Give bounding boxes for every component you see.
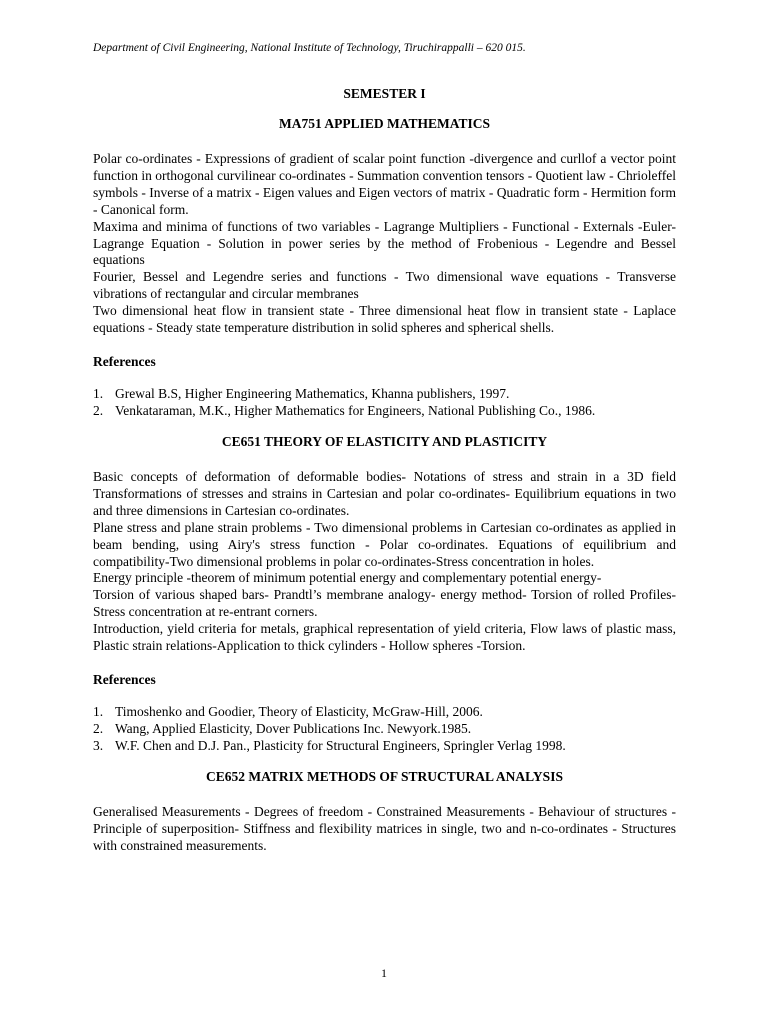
syllabus-paragraph: Maxima and minima of functions of two variables - Lagrange Multipliers - Functional - Externals -Euler-Lagrange Equation - Solution in power series by the method of Frobenious - Legendre and Bessel equations	[93, 218, 676, 268]
page-content	[93, 86, 676, 855]
references-heading: References	[93, 353, 156, 369]
syllabus-paragraph: Introduction, yield criteria for metals, graphical representation of yield criteria, Flow laws of plastic mass, Plastic strain relations-Application to thick cylinders - Hollow spheres -Torsion.	[93, 621, 676, 654]
syllabus-paragraph: Energy principle -theorem of minimum potential energy and complementary potential energy-	[93, 570, 602, 586]
reference-text: W.F. Chen and D.J. Pan., Plasticity for Structural Engineers, Springler Verlag 1998.	[115, 737, 566, 753]
reference-item	[93, 402, 676, 419]
syllabus-paragraph: Basic concepts of deformation of deformable bodies- Notations of stress and strain in a 3D field Transformations of stresses and strains in Cartesian and polar co-ordinates- Equilibrium equations in two and three dimensions in Cartesian co-ordinates.	[93, 468, 676, 518]
references-heading: References	[93, 671, 156, 687]
syllabus-paragraph: Fourier, Bessel and Legendre series and functions - Two dimensional wave equations - Transverse vibrations of rectangular and circular membranes	[93, 269, 676, 302]
semester-heading: SEMESTER I	[343, 86, 426, 101]
reference-number: 3.	[93, 737, 104, 753]
reference-number: 2.	[93, 402, 104, 418]
reference-item	[93, 703, 676, 720]
page-header: Department of Civil Engineering, National Institute of Technology, Tiruchirappalli – 620 015.	[93, 42, 526, 54]
course-ce652	[93, 769, 676, 855]
course-title: MA751 APPLIED MATHEMATICS	[278, 116, 490, 131]
reference-number: 1.	[93, 385, 104, 401]
reference-text: Timoshenko and Goodier, Theory of Elasticity, McGraw-Hill, 2006.	[115, 703, 483, 719]
reference-item	[93, 720, 676, 737]
page-number: 1	[381, 966, 387, 980]
reference-text: Venkataraman, M.K., Higher Mathematics for Engineers, National Publishing Co., 1986.	[115, 402, 596, 418]
syllabus-paragraph: Polar co-ordinates - Expressions of gradient of scalar point function -divergence and curllof a vector point function in orthogonal curvilinear co-ordinates - Summation convention tensors - Quotient law - Chrioleffel symbols - Inverse of a matrix - Eigen values and Eigen vectors of matrix - Quadratic form - Hermition form - Canonical form.	[93, 151, 676, 217]
reference-number: 2.	[93, 720, 104, 736]
course-ma751	[93, 116, 676, 419]
course-ce651	[93, 434, 676, 754]
reference-text: Grewal B.S, Higher Engineering Mathematics, Khanna publishers, 1997.	[115, 385, 510, 401]
syllabus-paragraph: Torsion of various shaped bars- Prandtl’s membrane analogy- energy method- Torsion of rolled Profiles- Stress concentration at re-entrant corners.	[93, 587, 676, 620]
reference-text: Wang, Applied Elasticity, Dover Publications Inc. Newyork.1985.	[115, 720, 472, 736]
course-title: CE651 THEORY OF ELASTICITY AND PLASTICITY	[221, 433, 548, 449]
syllabus-paragraph: Plane stress and plane strain problems - Two dimensional problems in Cartesian co-ordinates as applied in beam bending, using Airy's stress function - Polar co-ordinates. Equations of equilibrium and compatibility-Two dimensional problems in polar co-ordinates-Stress concentration in holes.	[93, 519, 676, 569]
reference-number: 1.	[93, 703, 104, 719]
reference-list	[93, 385, 676, 419]
course-title: CE652 MATRIX METHODS OF STRUCTURAL ANALYSIS	[206, 768, 563, 784]
syllabus-paragraph: Two dimensional heat flow in transient state - Three dimensional heat flow in transient state - Laplace equations - Steady state temperature distribution in solid spheres and spherical shells.	[93, 303, 676, 336]
reference-item	[93, 385, 676, 402]
reference-list	[93, 703, 676, 754]
reference-item	[93, 737, 676, 754]
syllabus-paragraph: Generalised Measurements - Degrees of freedom - Constrained Measurements - Behaviour of structures - Principle of superposition- Stiffness and flexibility matrices in single, two and n-co-ordinates - Structures with constrained measurements.	[93, 803, 676, 853]
